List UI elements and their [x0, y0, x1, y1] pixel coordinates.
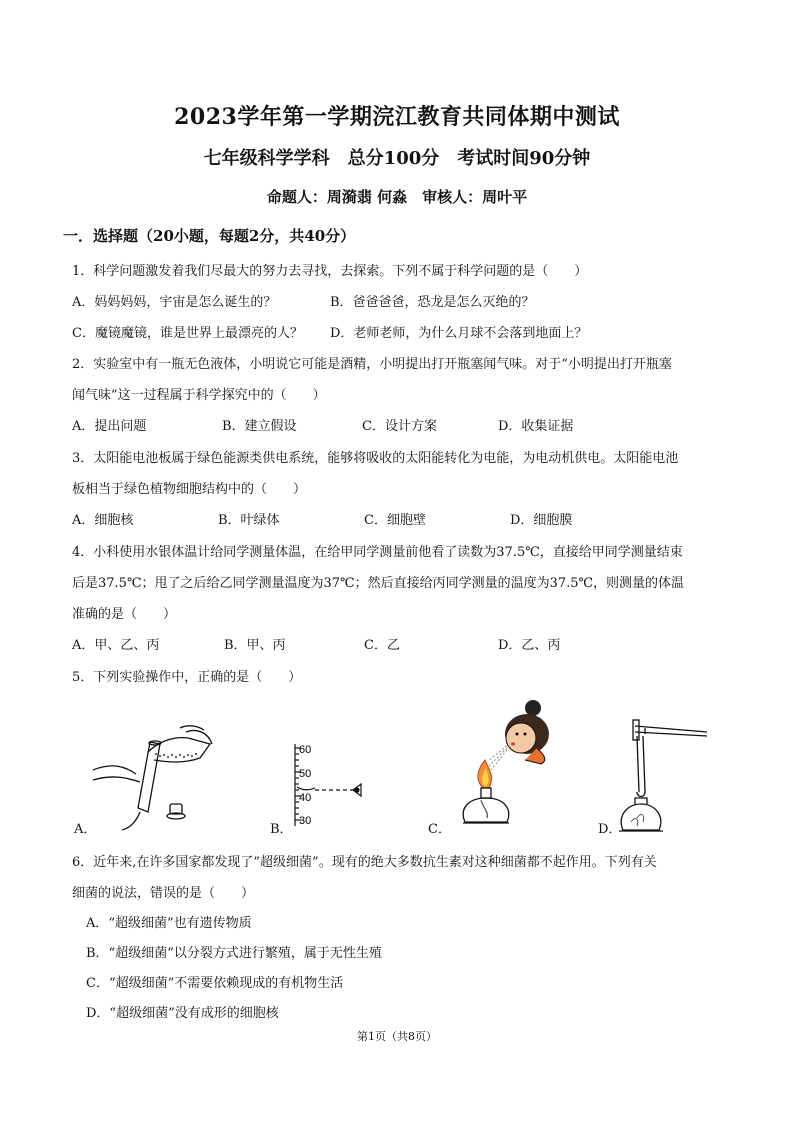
q1-option-a: A．妈妈妈妈，宇宙是怎么诞生的？ — [72, 295, 277, 310]
q4-option-d: D．乙、丙 — [498, 638, 561, 653]
figure-c-blowing-alcohol-lamp — [445, 690, 585, 830]
cylinder-tick-40: 40 — [299, 792, 312, 804]
figure-a-label: A． — [74, 822, 97, 837]
q6-option-b: B．“超级细菌”以分裂方式进行繁殖，属于无性生殖 — [86, 946, 382, 961]
q2-option-a: A．提出问题 — [72, 419, 147, 434]
figure-b-label: B． — [270, 822, 293, 837]
page-footer: 第1页（共8页） — [357, 1030, 437, 1043]
exam-authors: 命题人：周漪翡 何淼 审核人：周叶平 — [266, 188, 528, 206]
q4-option-b: B．甲、丙 — [224, 638, 286, 653]
q2-stem-line2: 闻气味”这一过程属于科学探究中的（ ） — [72, 388, 326, 403]
q3-option-c: C．细胞壁 — [364, 513, 426, 528]
q4-option-a: A．甲、乙、丙 — [72, 638, 160, 653]
figure-b-cylinder-reading — [285, 744, 375, 826]
q2-option-d: D．收集证据 — [498, 419, 574, 434]
q6-option-c: C．“超级细菌”不需要依赖现成的有机物生活 — [86, 976, 344, 991]
q4-option-c: C．乙 — [364, 638, 400, 653]
q3-stem-line2: 板相当于绿色植物细胞结构中的（ ） — [72, 482, 307, 497]
q3-option-b: B．叶绿体 — [218, 513, 280, 528]
cylinder-tick-60: 60 — [299, 744, 312, 756]
q6-option-a: A．“超级细菌”也有遗传物质 — [86, 916, 252, 931]
q4-stem-line2: 后是37.5℃；甩了之后给乙同学测量温度为37℃；然后直接给丙同学测量的温度为37.5℃，则测量的体温 — [72, 576, 685, 591]
q2-option-c: C．设计方案 — [362, 419, 437, 434]
q3-stem-line1: 3．太阳能电池板属于绿色能源类供电系统，能够将吸收的太阳能转化为电能，为电动机供电。太阳能电池 — [72, 451, 679, 466]
cylinder-tick-50: 50 — [299, 768, 312, 780]
q1-stem: 1．科学问题激发着我们尽最大的努力去寻找，去探索。下列不属于科学问题的是（ ） — [72, 264, 588, 279]
q2-stem-line1: 2．实验室中有一瓶无色液体，小明说它可能是酒精，小明提出打开瓶塞闻气味。对于“小明提出打开瓶塞 — [72, 357, 672, 372]
q4-stem-line3: 准确的是（ ） — [72, 607, 177, 622]
section-heading: 一．选择题（20小题，每题2分，共40分） — [63, 227, 356, 245]
q1-option-b: B．爸爸爸爸，恐龙是怎么灭绝的？ — [330, 295, 535, 310]
exam-title: 2023学年第一学期浣江教育共同体期中测试 — [174, 104, 620, 130]
figure-a-pouring-tube — [88, 722, 228, 834]
q1-option-d: D．老师老师，为什么月球不会落到地面上？ — [330, 326, 588, 341]
cylinder-tick-30: 30 — [299, 815, 312, 827]
q3-option-a: A．细胞核 — [72, 513, 134, 528]
q2-option-b: B．建立假设 — [222, 419, 297, 434]
q6-option-d: D．“超级细菌”没有成形的细胞核 — [86, 1006, 279, 1021]
q5-stem: 5．下列实验操作中，正确的是（ ） — [72, 670, 302, 685]
q6-stem-line2: 细菌的说法，错误的是（ ） — [72, 886, 255, 901]
q1-option-c: C．魔镜魔镜，谁是世界上最漂亮的人？ — [72, 326, 303, 341]
figure-c-label: C． — [428, 822, 451, 837]
q3-option-d: D．细胞膜 — [510, 513, 573, 528]
q4-stem-line1: 4．小科使用水银体温计给同学测量体温，在给甲同学测量前他看了读数为37.5℃，直接给甲同学测量结束 — [72, 545, 683, 560]
figure-d-heating-test-tube — [615, 718, 715, 834]
figure-d-label: D． — [598, 822, 622, 837]
exam-subtitle: 七年级科学学科 总分100分 考试时间90分钟 — [203, 148, 591, 169]
q6-stem-line1: 6．近年来,在许多国家都发现了”超级细菌”。现有的绝大多数抗生素对这种细菌都不起作用。下列有关 — [72, 855, 657, 870]
